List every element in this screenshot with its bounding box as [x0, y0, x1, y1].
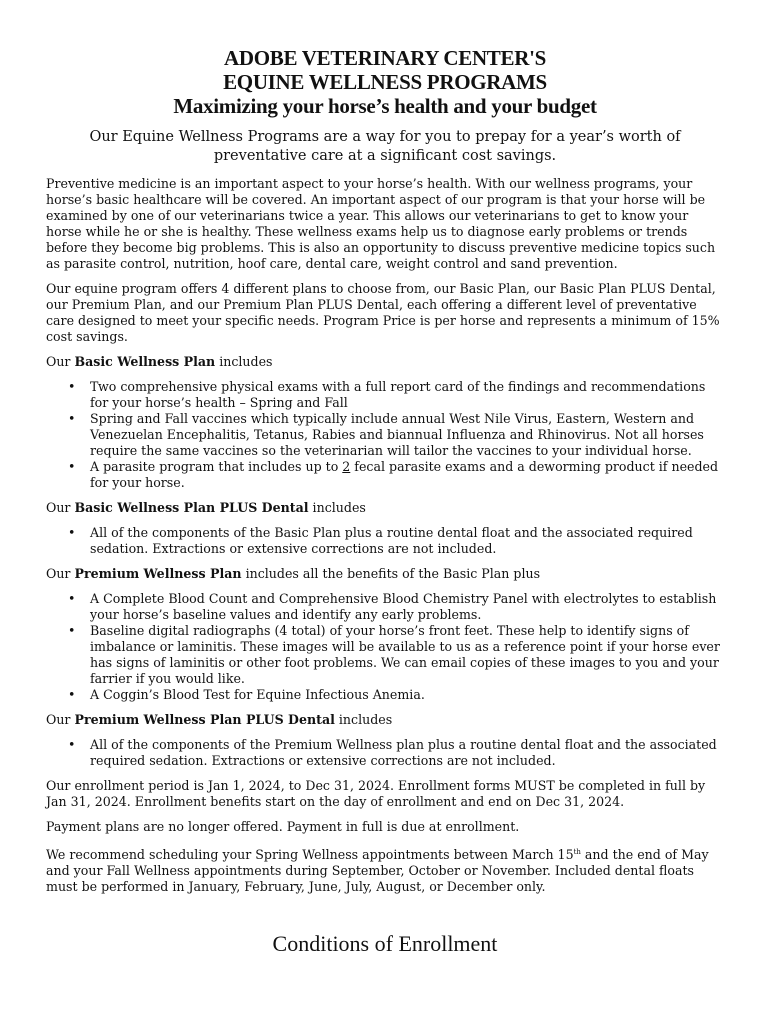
paragraph-plans: Our equine program offers 4 different plans to choose from, our Basic Plan, our Basic Plan PLUS Dental, our Premium Plan, and our Premium Plan PLUS Dental, each offering a different level of preventative care designed to meet your specific needs. Program Price is per horse and represents a minimum of 15% cost savings. [46, 281, 720, 344]
title-line-2: EQUINE WELLNESS PROGRAMS [223, 70, 547, 94]
list-item: • All of the components of the Basic Plan plus a routine dental float and the associated required sedation. Extractions or extensive corrections are not included. [68, 525, 693, 556]
premium-plan-list [46, 591, 724, 703]
premium-dental-plan-list [46, 737, 724, 769]
title-line-1: ADOBE VETERINARY CENTER'S [224, 46, 546, 70]
intro-text: Our Equine Wellness Programs are a way for you to prepay for a year’s worth of preventative care at a significant cost savings. [89, 129, 681, 164]
list-item: • A Coggin’s Blood Test for Equine Infectious Anemia. [68, 687, 425, 702]
list-item: • Two comprehensive physical exams with a full report card of the findings and recommendations for your horse’s health – Spring and Fall [68, 379, 706, 410]
premium-dental-plan-name: Premium Wellness Plan PLUS Dental [74, 712, 335, 727]
premium-plan-name: Premium Wellness Plan [74, 566, 242, 581]
list-item: • A Complete Blood Count and Comprehensive Blood Chemistry Panel with electrolytes to establish your horse’s baseline values and identify any early problems. [68, 591, 717, 622]
list-item: • All of the components of the Premium Wellness plan plus a routine dental float and the associated required sedation. Extractions or extensive corrections are not included. [68, 737, 717, 768]
basic-dental-plan-list [46, 525, 724, 557]
premium-dental-plan-heading: Our Premium Wellness Plan PLUS Dental includes [46, 712, 393, 727]
basic-plan-list [46, 379, 724, 491]
basic-dental-plan-name: Basic Wellness Plan PLUS Dental [74, 500, 309, 515]
conditions-heading: Conditions of Enrollment [272, 931, 498, 956]
paragraph-enrollment: Our enrollment period is Jan 1, 2024, to Dec 31, 2024. Enrollment forms MUST be completed in full by Jan 31, 2024. Enrollment benefits start on the day of enrollment and end on Dec 31, 2024. [46, 778, 706, 809]
paragraph-payment: Payment plans are no longer offered. Payment in full is due at enrollment. [46, 819, 520, 834]
list-item: • Baseline digital radiographs (4 total) of your horse’s front feet. These help to identify signs of imbalance or laminitis. These images will be available to us as a reference point if your horse ever has signs of laminitis or other foot problems. We can email copies of these images to you and your farrier if you would like. [68, 623, 720, 686]
paragraph-preventive: Preventive medicine is an important aspect to your horse’s health. With our wellness programs, your horse’s basic healthcare will be covered. An important aspect of our program is that your horse will be examined by one of our veterinarians twice a year. This allows our veterinarians to get to know your horse while he or she is healthy. These wellness exams help us to diagnose early problems or trends before they become big problems. This is also an opportunity to discuss preventive medicine topics such as parasite control, nutrition, hoof care, dental care, weight control and sand prevention. [46, 176, 716, 271]
premium-plan-heading: Our Premium Wellness Plan includes all the benefits of the Basic Plan plus [46, 566, 541, 581]
basic-plan-heading: Our Basic Wellness Plan includes [46, 354, 273, 369]
basic-plan-name: Basic Wellness Plan [74, 354, 216, 369]
paragraph-schedule: We recommend scheduling your Spring Wellness appointments between March 15th and the end of May and your Fall Wellness appointments during September, October or November. Included dental floats must be performed in January, February, June, July, August, or December only. [46, 847, 709, 894]
list-item: • A parasite program that includes up to 2 fecal parasite exams and a deworming product if needed for your horse. [68, 459, 719, 490]
list-item: • Spring and Fall vaccines which typically include annual West Nile Virus, Eastern, Western and Venezuelan Encephalitis, Tetanus, Rabies and biannual Influenza and Rhinovirus. Not all horses require the same vaccines so the veterinarian will tailor the vaccines to your individual horse. [68, 411, 704, 458]
basic-dental-plan-heading: Our Basic Wellness Plan PLUS Dental includes [46, 500, 366, 515]
subtitle: Maximizing your horse’s health and your budget [173, 94, 597, 118]
